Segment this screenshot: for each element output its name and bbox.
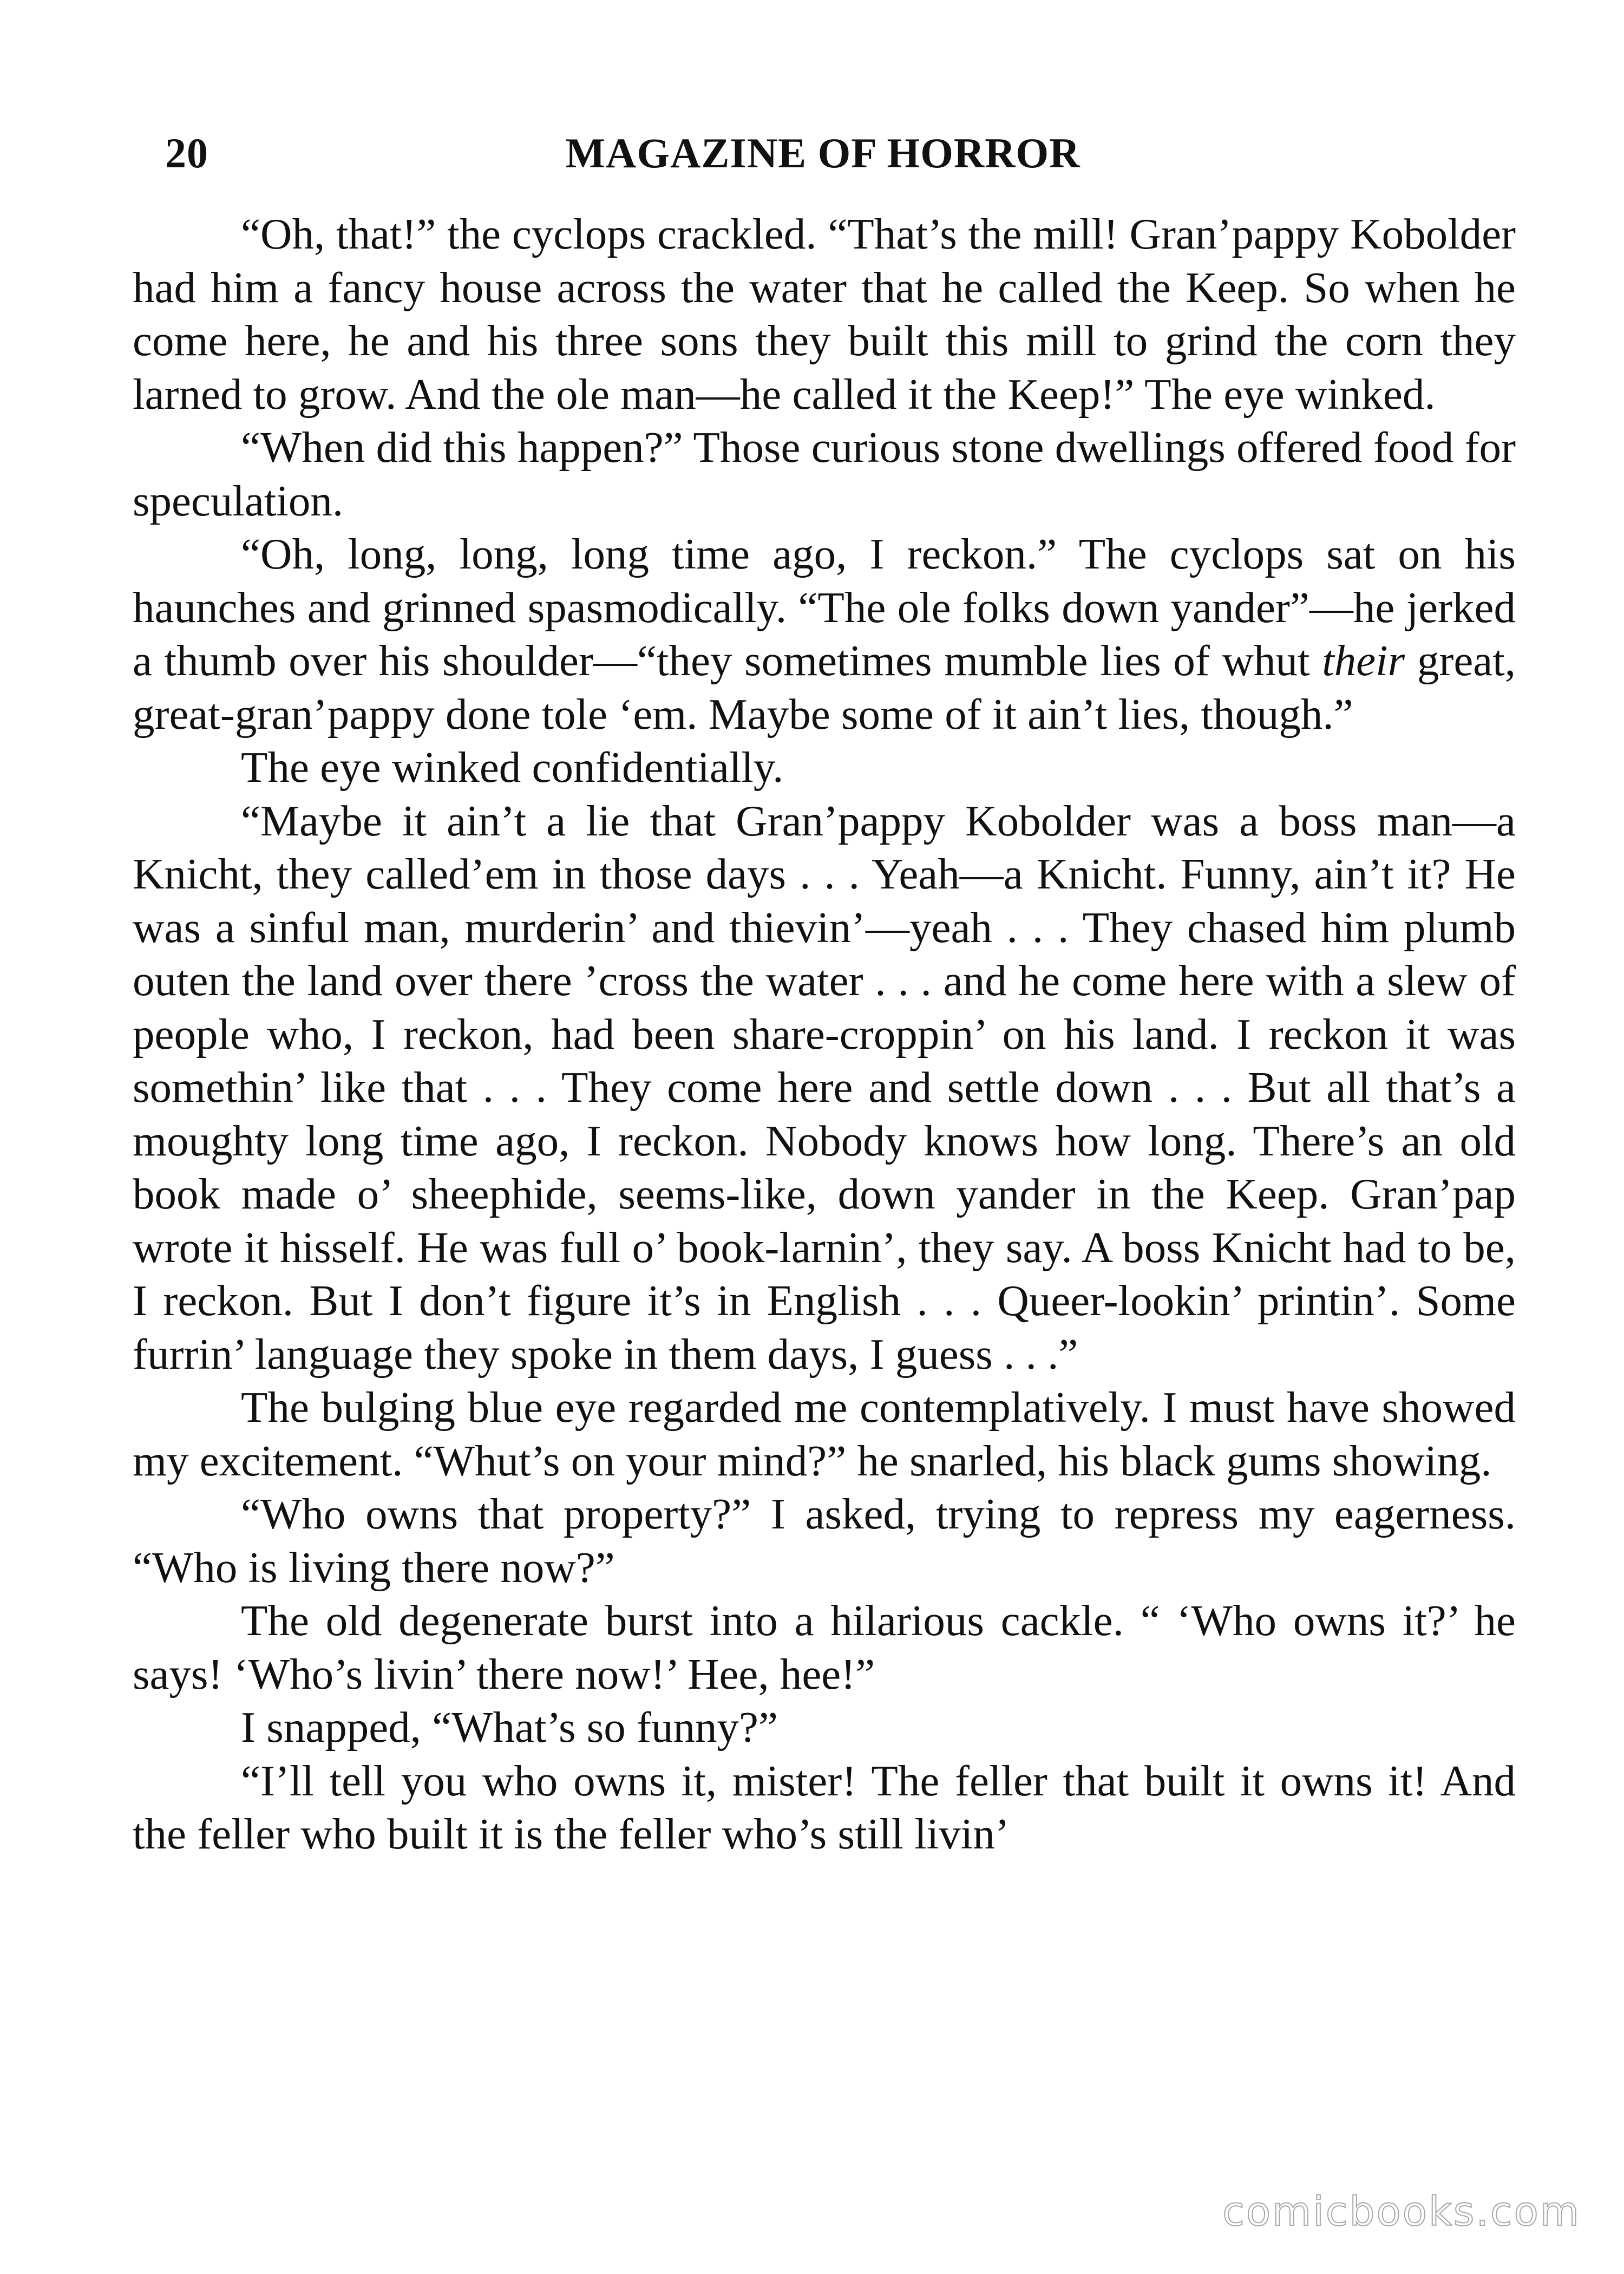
paragraph-text-before: “Oh, long, long, long time ago, I reckon.” The cyclops sat on his haunches and grinned spasmodically. “The ole folks down yander”—he jerked a thumb over his shoulder—“they sometimes mumble lies of whut <box>133 530 1516 685</box>
watermark: comicbooks.com <box>1222 2188 1581 2235</box>
page-number: 20 <box>165 129 208 177</box>
running-head: MAGAZINE OF HORROR <box>565 129 1081 177</box>
paragraph-text-after: great, great-gran’pappy done tole ‘em. Maybe some of it ain’t lies, though.” <box>133 636 1516 739</box>
body-text <box>133 207 1516 1861</box>
paragraph: The bulging blue eye regarded me contemplatively. I must have showed my excitement. “Whut’s on your mind?” he snarled, his black gums showing. <box>133 1383 1516 1485</box>
paragraph: The eye winked confidentially. <box>241 743 784 792</box>
paragraph: “I’ll tell you who owns it, mister! The feller that built it owns it! And the feller who built it is the feller who’s still livin’ <box>133 1756 1516 1858</box>
paragraph: “Maybe it ain’t a lie that Gran’pappy Kobolder was a boss man—a Knicht, they called’em in those days . . . Yeah—a Knicht. Funny, ain’t it? He was a sinful man, murderin’ and thievin’—yeah . . . They chased him plumb outen the land over there ’cross the water . . . and he come here with a slew of people who, I reckon, had been share-croppin’ on his land. I reckon it was somethin’ like that . . . They come here and settle down . . . But all that’s a moughty long time ago, I reckon. Nobody knows how long. There’s an old book made o’ sheephide, seems-like, down yander in the Keep. Gran’pap wrote it hisself. He was full o’ book-larnin’, they say. A boss Knicht had to be, I reckon. But I don’t figure it’s in English . . . Queer-lookin’ printin’. Some furrin’ language they spoke in them days, I guess . . .” <box>133 796 1516 1378</box>
italic-word: their <box>1322 636 1405 685</box>
paragraph: The old degenerate burst into a hilarious cackle. “ ‘Who owns it?’ he says! ‘Who’s livin’ there now!’ Hee, hee!” <box>133 1596 1516 1698</box>
paragraph: I snapped, “What’s so funny?” <box>241 1703 778 1752</box>
paragraph: “When did this happen?” Those curious stone dwellings offered food for speculation. <box>133 423 1516 525</box>
paragraph <box>133 527 1516 741</box>
page-header <box>133 123 1513 183</box>
paragraph: “Oh, that!” the cyclops crackled. “That’s the mill! Gran’pappy Kobolder had him a fancy house across the water that he called the Keep. So when he come here, he and his three sons they built this mill to grind the corn they larned to grow. And the ole man—he called it the Keep!” The eye winked. <box>133 210 1516 419</box>
paragraph: “Who owns that property?” I asked, trying to repress my eagerness. “Who is living there now?” <box>133 1489 1516 1592</box>
